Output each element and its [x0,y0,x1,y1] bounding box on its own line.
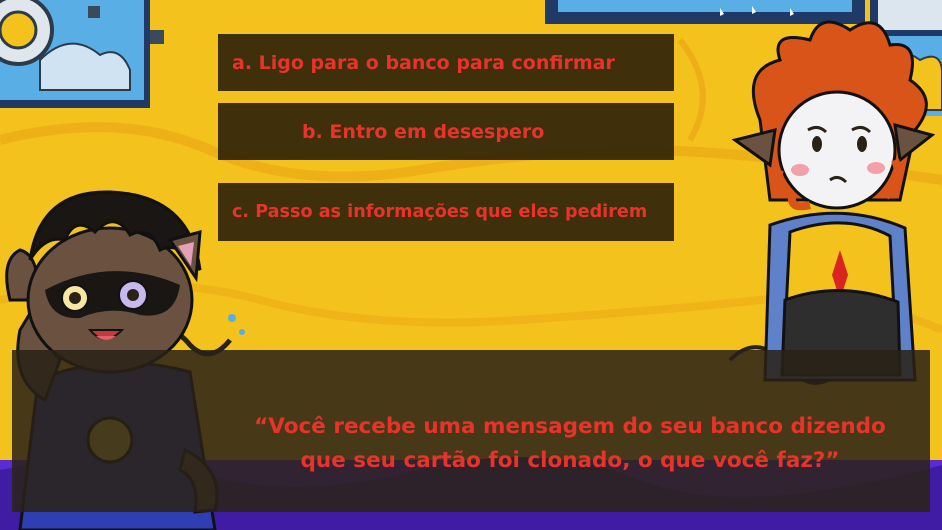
choice-c-button[interactable]: c. Passo as informações que eles pedirem [218,183,674,241]
dialog-text [200,410,940,478]
choice-b-button[interactable]: b. Entro em desespero [218,103,674,160]
dialog-line-1: “Você recebe uma mensagem do seu banco dizendo [254,414,886,439]
choice-a-button[interactable]: a. Ligo para o banco para confirmar [218,34,674,91]
framed-picture-left [0,0,164,108]
dialog-line-2: que seu cartão foi clonado, o que você faz?” [300,448,840,473]
